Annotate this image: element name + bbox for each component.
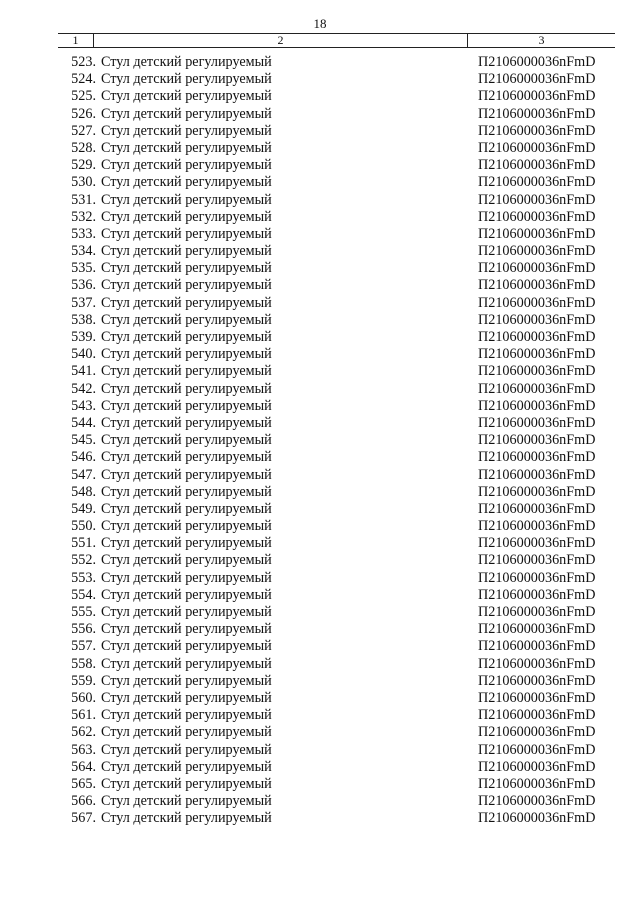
item-code: П2106000036nFmD (478, 397, 596, 414)
item-code: П2106000036nFmD (478, 174, 596, 191)
table-row (0, 707, 640, 724)
item-code: П2106000036nFmD (478, 741, 596, 758)
item-code: П2106000036nFmD (478, 586, 596, 603)
item-name: Стул детский регулируемый (101, 225, 272, 242)
table-row (0, 209, 640, 226)
item-code: П2106000036nFmD (478, 260, 596, 277)
row-number: 535. (71, 260, 96, 277)
table-row (0, 432, 640, 449)
row-number: 527. (71, 122, 96, 139)
item-code: П2106000036nFmD (478, 157, 596, 174)
table-row (0, 381, 640, 398)
item-code: П2106000036nFmD (478, 535, 596, 552)
table-row (0, 71, 640, 88)
row-number: 524. (71, 71, 96, 88)
row-number: 543. (71, 397, 96, 414)
row-number: 534. (71, 243, 96, 260)
row-number: 544. (71, 414, 96, 431)
table-row (0, 690, 640, 707)
item-code: П2106000036nFmD (478, 621, 596, 638)
table-row (0, 192, 640, 209)
table-row (0, 742, 640, 759)
table-row (0, 638, 640, 655)
item-name: Стул детский регулируемый (101, 139, 272, 156)
item-code: П2106000036nFmD (478, 243, 596, 260)
item-code: П2106000036nFmD (478, 483, 596, 500)
row-number: 567. (71, 810, 96, 827)
row-number: 549. (71, 500, 96, 517)
table-row (0, 552, 640, 569)
item-name: Стул детский регулируемый (101, 724, 272, 741)
item-code: П2106000036nFmD (478, 71, 596, 88)
row-number: 555. (71, 604, 96, 620)
item-name: Стул детский регулируемый (101, 672, 272, 689)
table-row (0, 604, 640, 621)
item-code: П2106000036nFmD (478, 277, 596, 294)
table-row (0, 518, 640, 535)
item-name: Стул детский регулируемый (101, 569, 272, 586)
item-name: Стул детский регулируемый (101, 105, 272, 122)
item-code: П2106000036nFmD (478, 707, 596, 724)
item-code: П2106000036nFmD (478, 225, 596, 242)
row-number: 553. (71, 569, 96, 586)
item-name: Стул детский регулируемый (101, 535, 272, 552)
row-number: 561. (71, 707, 96, 724)
table-row (0, 587, 640, 604)
item-name: Стул детский регулируемый (101, 243, 272, 260)
item-name: Стул детский регулируемый (101, 707, 272, 724)
table-row (0, 123, 640, 140)
row-number: 559. (71, 672, 96, 689)
item-name: Стул детский регулируемый (101, 518, 272, 535)
table-row (0, 501, 640, 518)
item-name: Стул детский регулируемый (101, 174, 272, 191)
item-name: Стул детский регулируемый (101, 586, 272, 603)
column-header-3: 3 (538, 33, 545, 47)
item-name: Стул детский регулируемый (101, 552, 272, 569)
item-name: Стул детский регулируемый (101, 157, 272, 174)
item-name: Стул детский регулируемый (101, 466, 272, 483)
row-number: 528. (71, 139, 96, 156)
row-number: 529. (71, 157, 96, 174)
row-number: 565. (71, 775, 96, 792)
row-number: 542. (71, 380, 96, 397)
row-number: 546. (71, 449, 96, 466)
row-number: 532. (71, 208, 96, 225)
table-row (0, 329, 640, 346)
row-number: 536. (71, 277, 96, 294)
item-code: П2106000036nFmD (478, 689, 596, 706)
item-name: Стул детский регулируемый (101, 346, 272, 363)
item-code: П2106000036nFmD (478, 775, 596, 792)
row-number: 538. (71, 311, 96, 328)
item-code: П2106000036nFmD (478, 569, 596, 586)
row-number: 564. (71, 758, 96, 775)
table-row (0, 363, 640, 380)
item-code: П2106000036nFmD (478, 604, 596, 620)
row-number: 551. (71, 535, 96, 552)
item-name: Стул детский регулируемый (101, 483, 272, 500)
table-row (0, 140, 640, 157)
row-number: 560. (71, 689, 96, 706)
item-name: Стул детский регулируемый (101, 604, 272, 620)
row-number: 566. (71, 793, 96, 810)
item-code: П2106000036nFmD (478, 638, 596, 655)
item-name: Стул детский регулируемый (101, 329, 272, 345)
item-code: П2106000036nFmD (478, 208, 596, 225)
item-name: Стул детский регулируемый (101, 810, 272, 827)
row-number: 539. (71, 329, 96, 345)
item-name: Стул детский регулируемый (101, 363, 272, 380)
row-number: 557. (71, 638, 96, 655)
item-name: Стул детский регулируемый (101, 380, 272, 397)
table-row (0, 621, 640, 638)
table-row (0, 724, 640, 741)
item-code: П2106000036nFmD (478, 294, 596, 311)
row-number: 531. (71, 191, 96, 208)
table-row (0, 570, 640, 587)
table-row (0, 260, 640, 277)
table-row (0, 415, 640, 432)
table-row (0, 656, 640, 673)
row-number: 552. (71, 552, 96, 569)
item-name: Стул детский регулируемый (101, 277, 272, 294)
item-code: П2106000036nFmD (478, 655, 596, 672)
table-row (0, 312, 640, 329)
item-name: Стул детский регулируемый (101, 71, 272, 88)
item-name: Стул детский регулируемый (101, 758, 272, 775)
row-number: 530. (71, 174, 96, 191)
table-row (0, 673, 640, 690)
table-row (0, 467, 640, 484)
item-name: Стул детский регулируемый (101, 689, 272, 706)
row-number: 554. (71, 586, 96, 603)
item-name: Стул детский регулируемый (101, 208, 272, 225)
table-row (0, 174, 640, 191)
item-code: П2106000036nFmD (478, 466, 596, 483)
item-code: П2106000036nFmD (478, 793, 596, 810)
item-code: П2106000036nFmD (478, 518, 596, 535)
item-name: Стул детский регулируемый (101, 638, 272, 655)
table-row (0, 776, 640, 793)
row-number: 523. (71, 54, 96, 70)
item-name: Стул детский регулируемый (101, 449, 272, 466)
row-number: 548. (71, 483, 96, 500)
item-name: Стул детский регулируемый (101, 122, 272, 139)
row-number: 563. (71, 741, 96, 758)
row-number: 525. (71, 88, 96, 105)
item-code: П2106000036nFmD (478, 449, 596, 466)
item-code: П2106000036nFmD (478, 500, 596, 517)
item-code: П2106000036nFmD (478, 311, 596, 328)
row-number: 562. (71, 724, 96, 741)
row-number: 533. (71, 225, 96, 242)
table-row (0, 398, 640, 415)
table-body (0, 54, 640, 827)
table-row (0, 226, 640, 243)
table-row (0, 88, 640, 105)
table-row (0, 759, 640, 776)
table-row (0, 106, 640, 123)
table-row (0, 793, 640, 810)
item-name: Стул детский регулируемый (101, 432, 272, 449)
table-row (0, 277, 640, 294)
row-number: 550. (71, 518, 96, 535)
table-row (0, 157, 640, 174)
table-row (0, 54, 640, 71)
row-number: 537. (71, 294, 96, 311)
item-code: П2106000036nFmD (478, 346, 596, 363)
item-code: П2106000036nFmD (478, 54, 596, 70)
table-column-header (58, 33, 615, 48)
item-name: Стул детский регулируемый (101, 88, 272, 105)
item-name: Стул детский регулируемый (101, 191, 272, 208)
item-name: Стул детский регулируемый (101, 397, 272, 414)
row-number: 547. (71, 466, 96, 483)
row-number: 558. (71, 655, 96, 672)
row-number: 526. (71, 105, 96, 122)
item-code: П2106000036nFmD (478, 414, 596, 431)
row-number: 556. (71, 621, 96, 638)
item-code: П2106000036nFmD (478, 191, 596, 208)
item-name: Стул детский регулируемый (101, 741, 272, 758)
row-number: 545. (71, 432, 96, 449)
item-code: П2106000036nFmD (478, 724, 596, 741)
item-name: Стул детский регулируемый (101, 793, 272, 810)
row-number: 540. (71, 346, 96, 363)
item-code: П2106000036nFmD (478, 672, 596, 689)
item-code: П2106000036nFmD (478, 105, 596, 122)
item-name: Стул детский регулируемый (101, 311, 272, 328)
table-row (0, 346, 640, 363)
table-row (0, 449, 640, 466)
column-header-2: 2 (94, 34, 468, 47)
column-header-1: 1 (58, 34, 94, 47)
table-row (0, 535, 640, 552)
item-name: Стул детский регулируемый (101, 260, 272, 277)
item-code: П2106000036nFmD (478, 329, 596, 345)
item-code: П2106000036nFmD (478, 88, 596, 105)
table-row (0, 295, 640, 312)
table-row (0, 484, 640, 501)
row-number: 541. (71, 363, 96, 380)
item-code: П2106000036nFmD (478, 139, 596, 156)
item-code: П2106000036nFmD (478, 758, 596, 775)
item-code: П2106000036nFmD (478, 363, 596, 380)
item-name: Стул детский регулируемый (101, 294, 272, 311)
item-name: Стул детский регулируемый (101, 500, 272, 517)
page-number: 18 (313, 16, 327, 31)
item-name: Стул детский регулируемый (101, 414, 272, 431)
item-name: Стул детский регулируемый (101, 655, 272, 672)
item-code: П2106000036nFmD (478, 552, 596, 569)
item-name: Стул детский регулируемый (101, 775, 272, 792)
item-code: П2106000036nFmD (478, 122, 596, 139)
item-name: Стул детский регулируемый (101, 54, 272, 70)
table-row (0, 810, 640, 827)
item-code: П2106000036nFmD (478, 432, 596, 449)
table-row (0, 243, 640, 260)
item-name: Стул детский регулируемый (101, 621, 272, 638)
item-code: П2106000036nFmD (478, 380, 596, 397)
item-code: П2106000036nFmD (478, 810, 596, 827)
